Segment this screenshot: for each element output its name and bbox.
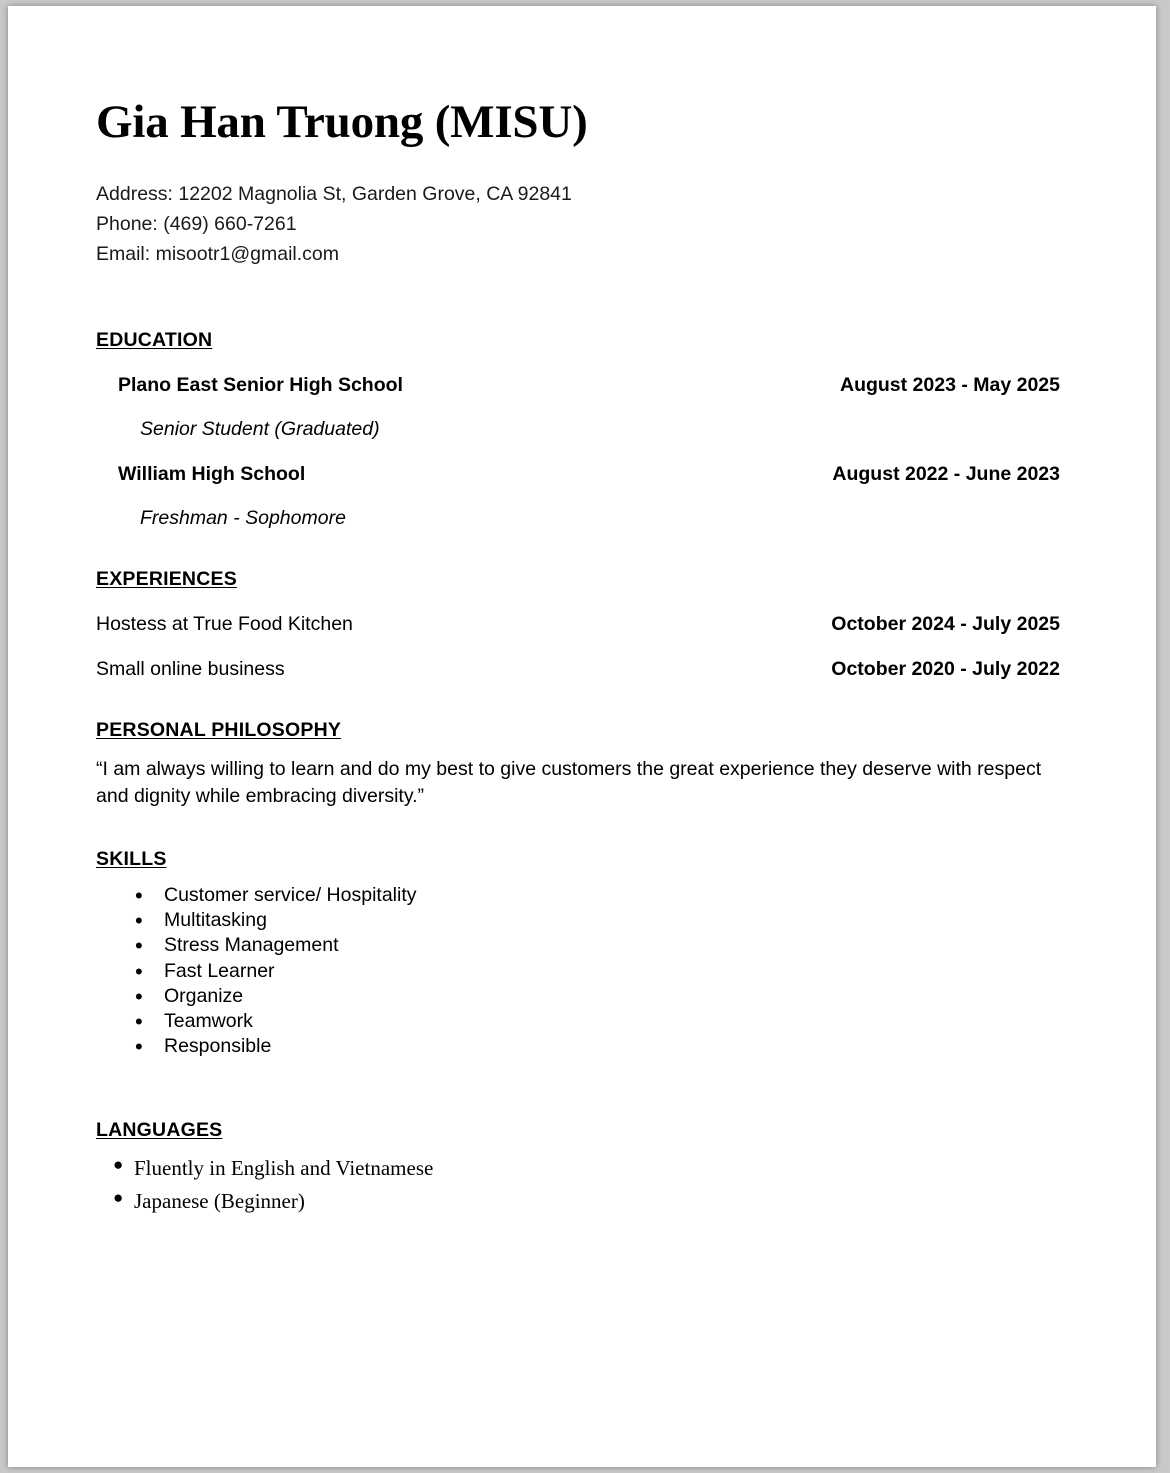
section-heading-skills: SKILLS [96, 848, 167, 871]
experience-dates: October 2024 - July 2025 [831, 613, 1060, 636]
education-school: Plano East Senior High School [118, 374, 403, 397]
section-heading-languages: LANGUAGES [96, 1119, 223, 1142]
experience-entry [96, 613, 1060, 636]
education-dates: August 2023 - May 2025 [839, 374, 1060, 397]
languages-list [96, 1152, 1060, 1217]
education-subtitle: Freshman - Sophomore [140, 507, 346, 530]
philosophy-quote: “I am always willing to learn and do my best to give customers the great experience they deserve with respect and dignity while embracing diversity.” [96, 758, 1042, 808]
experience-dates: October 2020 - July 2022 [831, 658, 1060, 681]
education-subtitle: Senior Student (Graduated) [140, 418, 380, 441]
document-page [8, 6, 1156, 1467]
education-entry [96, 374, 1060, 441]
spacer [96, 269, 1060, 329]
education-entry [96, 463, 1060, 530]
list-item [114, 1152, 1060, 1185]
contact-email: Email: misootr1@gmail.com [96, 243, 340, 266]
skills-list [96, 883, 1060, 1059]
list-item: • Customer service/ Hospitality [164, 883, 1060, 908]
contact-address: Address: 12202 Magnolia St, Garden Grove, CA 92841 [96, 182, 572, 205]
section-heading-education: EDUCATION [96, 329, 213, 352]
list-item: • Fast Learner [164, 959, 1060, 984]
spacer [96, 1059, 1060, 1119]
resume-body [96, 96, 1060, 1217]
list-item: • Multitasking [164, 908, 1060, 933]
language-label: Fluently in English and Vietnamese [134, 1156, 434, 1181]
list-item: • Organize [164, 984, 1060, 1009]
language-label: Japanese (Beginner) [134, 1188, 305, 1213]
contact-phone: Phone: (469) 660-7261 [96, 212, 297, 235]
page-title: Gia Han Truong (MISU) [96, 96, 588, 148]
experience-entry [96, 658, 1060, 681]
contact-block [96, 179, 1060, 270]
education-school: William High School [118, 463, 306, 486]
section-heading-experiences: EXPERIENCES [96, 568, 237, 591]
experience-title: Hostess at True Food Kitchen [96, 613, 353, 636]
spacer [96, 530, 1060, 568]
list-item: • Responsible [164, 1034, 1060, 1059]
spacer [96, 810, 1060, 848]
section-heading-philosophy: PERSONAL PHILOSOPHY [96, 719, 342, 742]
spacer [96, 681, 1060, 719]
education-dates: August 2022 - June 2023 [832, 463, 1060, 486]
list-item: • Stress Management [164, 933, 1060, 958]
list-item: • Teamwork [164, 1009, 1060, 1034]
list-item [114, 1185, 1060, 1218]
experience-title: Small online business [96, 658, 285, 681]
